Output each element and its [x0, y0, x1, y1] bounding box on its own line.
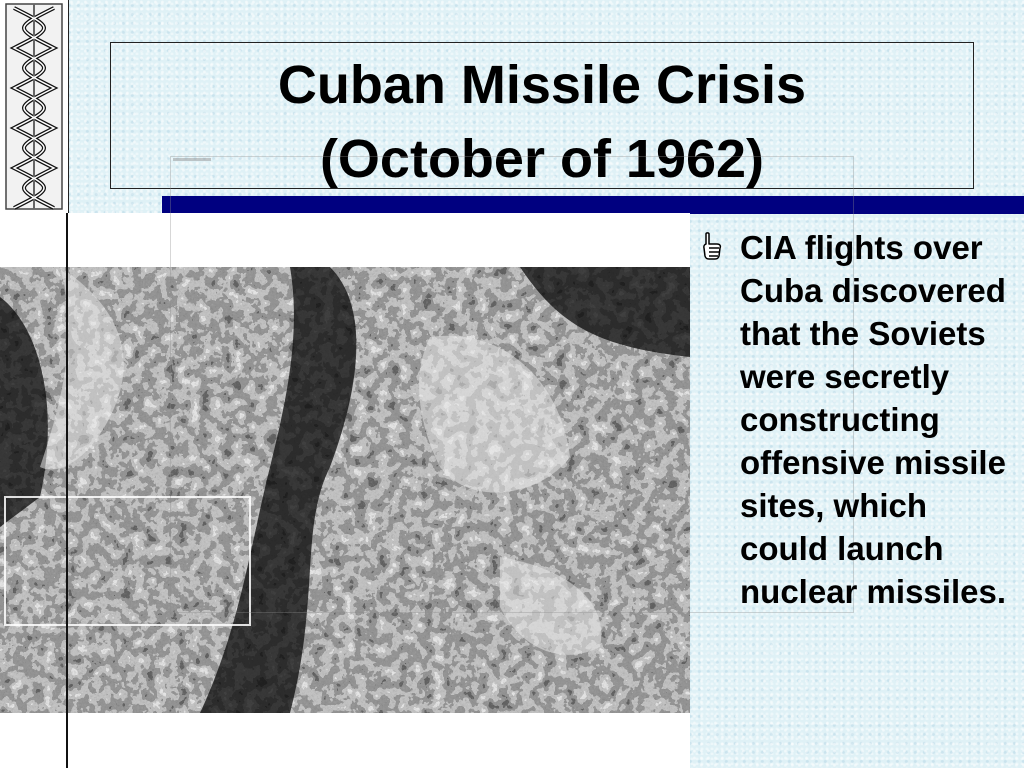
celtic-knot-icon [0, 0, 69, 213]
border-line [66, 213, 68, 768]
bullet-item-text: CIA flights over Cuba discovered that the Soviets were secretly constructing offensive missile sites, which could launch nuclear missiles. [740, 229, 1006, 610]
title-line-1: Cuban Missile Crisis [277, 55, 807, 115]
placeholder-tag [173, 158, 211, 161]
title-line-2: (October of 1962) [319, 129, 765, 189]
pointing-hand-icon [700, 232, 724, 260]
